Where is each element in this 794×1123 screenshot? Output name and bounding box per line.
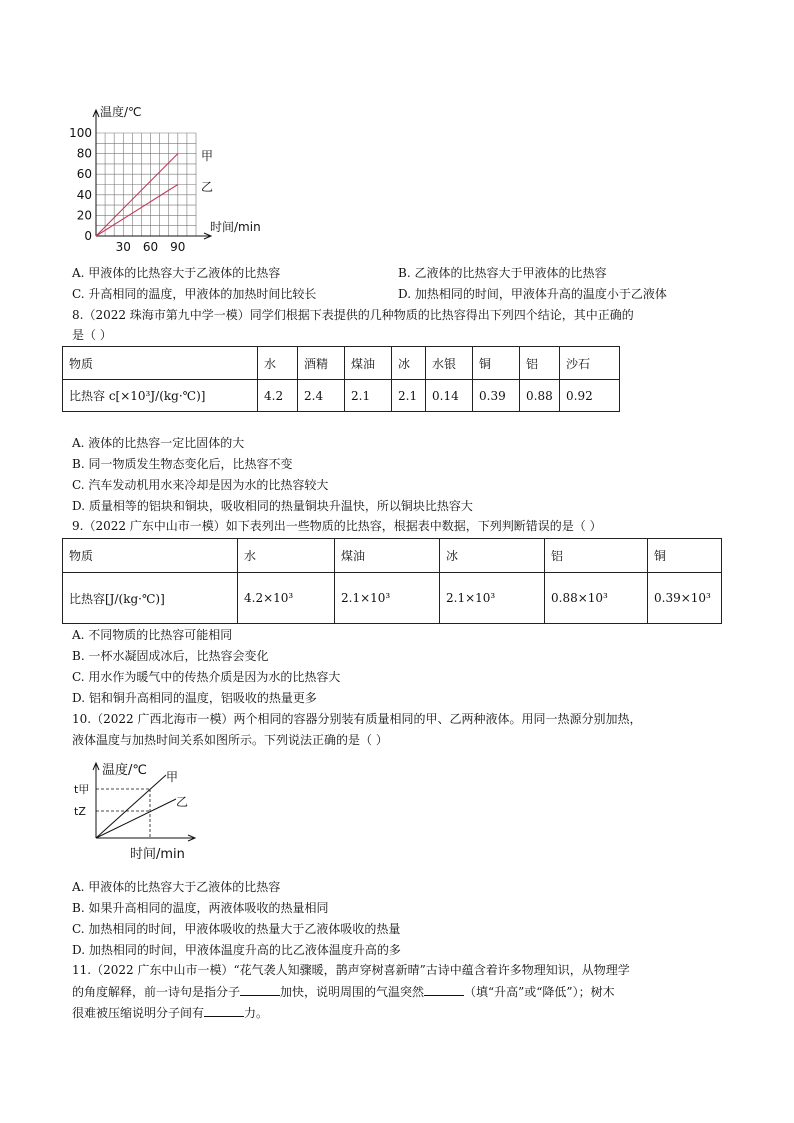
y-tick-label: 20: [76, 208, 92, 223]
x-tick-labels: [116, 240, 186, 252]
q10-option-b[interactable]: B. 如果升高相同的温度，两液体吸收的热量相同: [72, 901, 329, 915]
table-cell: 0.88×10³: [545, 573, 648, 624]
table-row: [63, 380, 620, 412]
q11-text: 的角度解释，前一诗句是指分子: [72, 985, 241, 999]
table-header-row: [63, 539, 722, 573]
q11-line3: [72, 1004, 268, 1021]
table-cell: 水: [238, 539, 335, 573]
q8-option-b[interactable]: B. 同一物质发生物态变化后，比热容不变: [72, 457, 293, 471]
q10-option-c[interactable]: C. 加热相同的时间，甲液体吸收的热量大于乙液体吸收的热量: [72, 922, 401, 936]
y-tick-label: 80: [76, 146, 92, 161]
table-row: [63, 573, 722, 624]
table-cell: 铜: [648, 539, 722, 573]
table-cell: 物质: [63, 539, 238, 573]
y-tick-labels: [69, 126, 92, 243]
q9-option-d[interactable]: D. 铝和铜升高相同的温度，铝吸收的热量更多: [72, 691, 317, 705]
q7-option-c[interactable]: C. 升高相同的温度，甲液体的加热时间比较长: [72, 287, 317, 301]
q10-stem-line2: 液体温度与加热时间关系如图所示。下列说法正确的是（ ）: [72, 733, 388, 747]
q10-stem-line1: 10.（2022 广西北海市一模）两个相同的容器分别装有质量相同的甲、乙两种液体。用同一热源分别加热，: [72, 712, 642, 726]
q7-temperature-time-chart: [60, 100, 280, 252]
y-axis-label: 温度/℃: [102, 763, 147, 778]
table-cell: 4.2×10³: [238, 573, 335, 624]
table-cell: 铝: [545, 539, 648, 573]
q9-option-a[interactable]: A. 不同物质的比热容可能相同: [72, 628, 233, 642]
table-cell: 0.39×10³: [648, 573, 722, 624]
chart-series: [96, 775, 176, 838]
q9-option-c[interactable]: C. 用水作为暖气中的传热介质是因为水的比热容大: [72, 670, 341, 684]
q9-option-b[interactable]: B. 一杯水凝固成冰后，比热容会变化: [72, 649, 269, 663]
table-cell: 2.1×10³: [335, 573, 440, 624]
chart-axes: [93, 110, 214, 239]
q7-option-a[interactable]: A. 甲液体的比热容大于乙液体的比热容: [72, 266, 281, 280]
q9-specific-heat-table: [62, 538, 722, 624]
series-label-yi: 乙: [176, 795, 189, 809]
table-cell: 0.39: [473, 380, 520, 412]
x-axis-label: 时间/min: [130, 847, 185, 862]
table-cell: 铜: [473, 347, 520, 380]
q11-text: 力。: [244, 1006, 269, 1020]
fill-in-blank-2[interactable]: [424, 983, 464, 996]
table-cell: 4.2: [258, 380, 298, 412]
series-label-jia: 甲: [166, 770, 179, 784]
y-axis-label: 温度/℃: [100, 105, 142, 119]
table-cell: 2.1×10³: [440, 573, 545, 624]
x-tick-label: 90: [170, 240, 186, 252]
y-tick-label: 0: [84, 229, 92, 243]
table-cell: 0.88: [520, 380, 560, 412]
table-cell: 水银: [426, 347, 473, 380]
table-cell: 冰: [440, 539, 545, 573]
q11-text: （填“升高”或“降低”）；树木: [464, 985, 615, 999]
fill-in-blank-1[interactable]: [240, 983, 280, 996]
x-axis-label: 时间/min: [210, 220, 261, 234]
table-header-row: [63, 347, 620, 380]
q7-option-d[interactable]: D. 加热相同的时间，甲液体升高的温度小于乙液体: [398, 287, 667, 301]
q8-stem-line2: 是（ ）: [72, 328, 112, 342]
table-cell: 2.1: [392, 380, 426, 412]
table-cell: 铝: [520, 347, 560, 380]
table-cell: 0.14: [426, 380, 473, 412]
table-cell: 比热容 c[×10³J/(kg·℃)]: [63, 380, 258, 412]
table-cell: 0.92: [560, 380, 620, 412]
q7-option-b[interactable]: B. 乙液体的比热容大于甲液体的比热容: [398, 266, 607, 280]
q8-option-d[interactable]: D. 质量相等的铝块和铜块，吸收相同的热量铜块升温快，所以铜块比热容大: [72, 499, 473, 513]
q11-text: 加快，说明周围的气温突然: [280, 985, 425, 999]
series-label-jia: 甲: [201, 149, 214, 163]
t-yi-label: tZ: [74, 805, 86, 818]
y-tick-label: 40: [76, 187, 92, 202]
q10-option-a[interactable]: A. 甲液体的比热容大于乙液体的比热容: [72, 880, 281, 894]
table-cell: 物质: [63, 347, 258, 380]
q10-option-d[interactable]: D. 加热相同的时间，甲液体温度升高的比乙液体温度升高的多: [72, 943, 401, 957]
q8-option-a[interactable]: A. 液体的比热容一定比固体的大: [72, 436, 245, 450]
q11-text: 很难被压缩说明分子间有: [72, 1006, 205, 1020]
series-line-yi: [96, 185, 178, 237]
series-line-yi: [96, 799, 176, 838]
x-tick-label: 60: [142, 240, 159, 252]
y-tick-label: 100: [69, 126, 92, 140]
table-cell: 水: [258, 347, 298, 380]
table-cell: 沙石: [560, 347, 620, 380]
x-tick-label: 30: [115, 240, 131, 252]
q8-option-c[interactable]: C. 汽车发动机用水来冷却是因为水的比热容较大: [72, 478, 329, 492]
q11-line1: 11.（2022 广东中山市一模）“花气袭人知骤暖，鹊声穿树喜新晴”古诗中蕴含着许多物理知识，从物理学: [72, 963, 630, 977]
table-cell: 煤油: [345, 347, 392, 380]
t-jia-label: t甲: [74, 783, 90, 796]
table-cell: 2.1: [345, 380, 392, 412]
fill-in-blank-3[interactable]: [204, 1004, 244, 1017]
y-tick-label: 60: [76, 167, 92, 182]
table-cell: 酒精: [298, 347, 345, 380]
q8-specific-heat-table: [62, 346, 620, 412]
q8-stem-line1: 8.（2022 珠海市第九中学一模）同学们根据下表提供的几种物质的比热容得出下列四个结论，其中正确的: [72, 308, 634, 322]
q9-stem: 9.（2022 广东中山市一模）如下表列出一些物质的比热容，根据表中数据，下列判断错误的是（ ）: [72, 519, 602, 533]
series-line-jia: [96, 775, 166, 838]
table-cell: 比热容[J/(kg·℃)]: [63, 573, 238, 624]
q10-temperature-time-chart: [70, 758, 200, 864]
table-cell: 煤油: [335, 539, 440, 573]
table-cell: 2.4: [298, 380, 345, 412]
table-cell: 冰: [392, 347, 426, 380]
q11-line2: [72, 983, 615, 1000]
series-label-yi: 乙: [201, 180, 214, 194]
